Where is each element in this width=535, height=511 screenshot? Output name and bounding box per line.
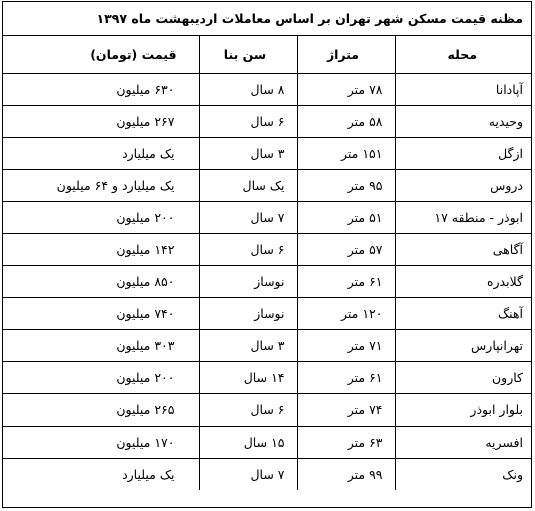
table-row (3, 169, 531, 201)
cell-area: افسریه (395, 426, 531, 458)
table-title: مظنه قیمت مسکن شهر تهران بر اساس معاملات اردیبهشت ماه ۱۳۹۷ (3, 2, 531, 36)
cell-price: ۱۷۰ میلیون (3, 426, 199, 458)
table-row (3, 362, 531, 394)
table-row (3, 426, 531, 458)
cell-area: تهرانپارس (395, 330, 531, 362)
cell-price: یک میلیارد (3, 458, 199, 490)
cell-size: ۶۱ متر (297, 266, 395, 298)
cell-age: نوساز (199, 298, 297, 330)
cell-price: ۲۶۵ میلیون (3, 394, 199, 426)
cell-price: ۶۳۰ میلیون (3, 73, 199, 105)
cell-size: ۱۲۰ متر (297, 298, 395, 330)
cell-size: ۵۸ متر (297, 105, 395, 137)
table-row (3, 330, 531, 362)
cell-age: نوساز (199, 266, 297, 298)
cell-age: ۷ سال (199, 201, 297, 233)
header-size: متراژ (297, 36, 395, 73)
table-row (3, 298, 531, 330)
cell-price: ۱۴۲ میلیون (3, 233, 199, 265)
table-row (3, 233, 531, 265)
cell-age: ۱۴ سال (199, 362, 297, 394)
cell-area: گلابدره (395, 266, 531, 298)
cell-area: بلوار ابوذر (395, 394, 531, 426)
cell-age: ۸ سال (199, 73, 297, 105)
cell-age: ۷ سال (199, 458, 297, 490)
cell-size: ۶۳ متر (297, 426, 395, 458)
cell-size: ۷۱ متر (297, 330, 395, 362)
cell-area: ازگل (395, 137, 531, 169)
cell-price: ۲۰۰ میلیون (3, 201, 199, 233)
table-body (3, 73, 531, 490)
cell-age: ۳ سال (199, 137, 297, 169)
cell-price: ۲۰۰ میلیون (3, 362, 199, 394)
price-table (3, 36, 531, 490)
table-row (3, 73, 531, 105)
cell-size: ۹۵ متر (297, 169, 395, 201)
cell-age: یک سال (199, 169, 297, 201)
cell-area: ابوذر - منطقه ۱۷ (395, 201, 531, 233)
table-row (3, 201, 531, 233)
cell-price: ۲۶۷ میلیون (3, 105, 199, 137)
cell-price: یک میلیارد (3, 137, 199, 169)
cell-size: ۵۱ متر (297, 201, 395, 233)
cell-size: ۷۴ متر (297, 394, 395, 426)
cell-price: ۸۵۰ میلیون (3, 266, 199, 298)
cell-area: آهنگ (395, 298, 531, 330)
cell-age: ۶ سال (199, 105, 297, 137)
table-row (3, 458, 531, 490)
cell-price: ۷۴۰ میلیون (3, 298, 199, 330)
cell-size: ۹۹ متر (297, 458, 395, 490)
cell-size: ۱۵۱ متر (297, 137, 395, 169)
header-area: محله (395, 36, 531, 73)
price-table-document (2, 1, 532, 508)
cell-price: ۳۰۳ میلیون (3, 330, 199, 362)
cell-area: ونک (395, 458, 531, 490)
cell-age: ۶ سال (199, 233, 297, 265)
cell-area: کارون (395, 362, 531, 394)
cell-area: آگاهی (395, 233, 531, 265)
cell-age: ۶ سال (199, 394, 297, 426)
header-row (3, 36, 531, 73)
cell-age: ۱۵ سال (199, 426, 297, 458)
cell-age: ۳ سال (199, 330, 297, 362)
table-row (3, 266, 531, 298)
table-row (3, 394, 531, 426)
cell-area: دروس (395, 169, 531, 201)
cell-area: آپادانا (395, 73, 531, 105)
cell-area: وحیدیه (395, 105, 531, 137)
cell-size: ۶۱ متر (297, 362, 395, 394)
cell-price: یک میلیارد و ۶۴ میلیون (3, 169, 199, 201)
cell-size: ۷۸ متر (297, 73, 395, 105)
cell-size: ۵۷ متر (297, 233, 395, 265)
header-price: قیمت (تومان) (3, 36, 199, 73)
table-row (3, 105, 531, 137)
header-age: سن بنا (199, 36, 297, 73)
table-row (3, 137, 531, 169)
